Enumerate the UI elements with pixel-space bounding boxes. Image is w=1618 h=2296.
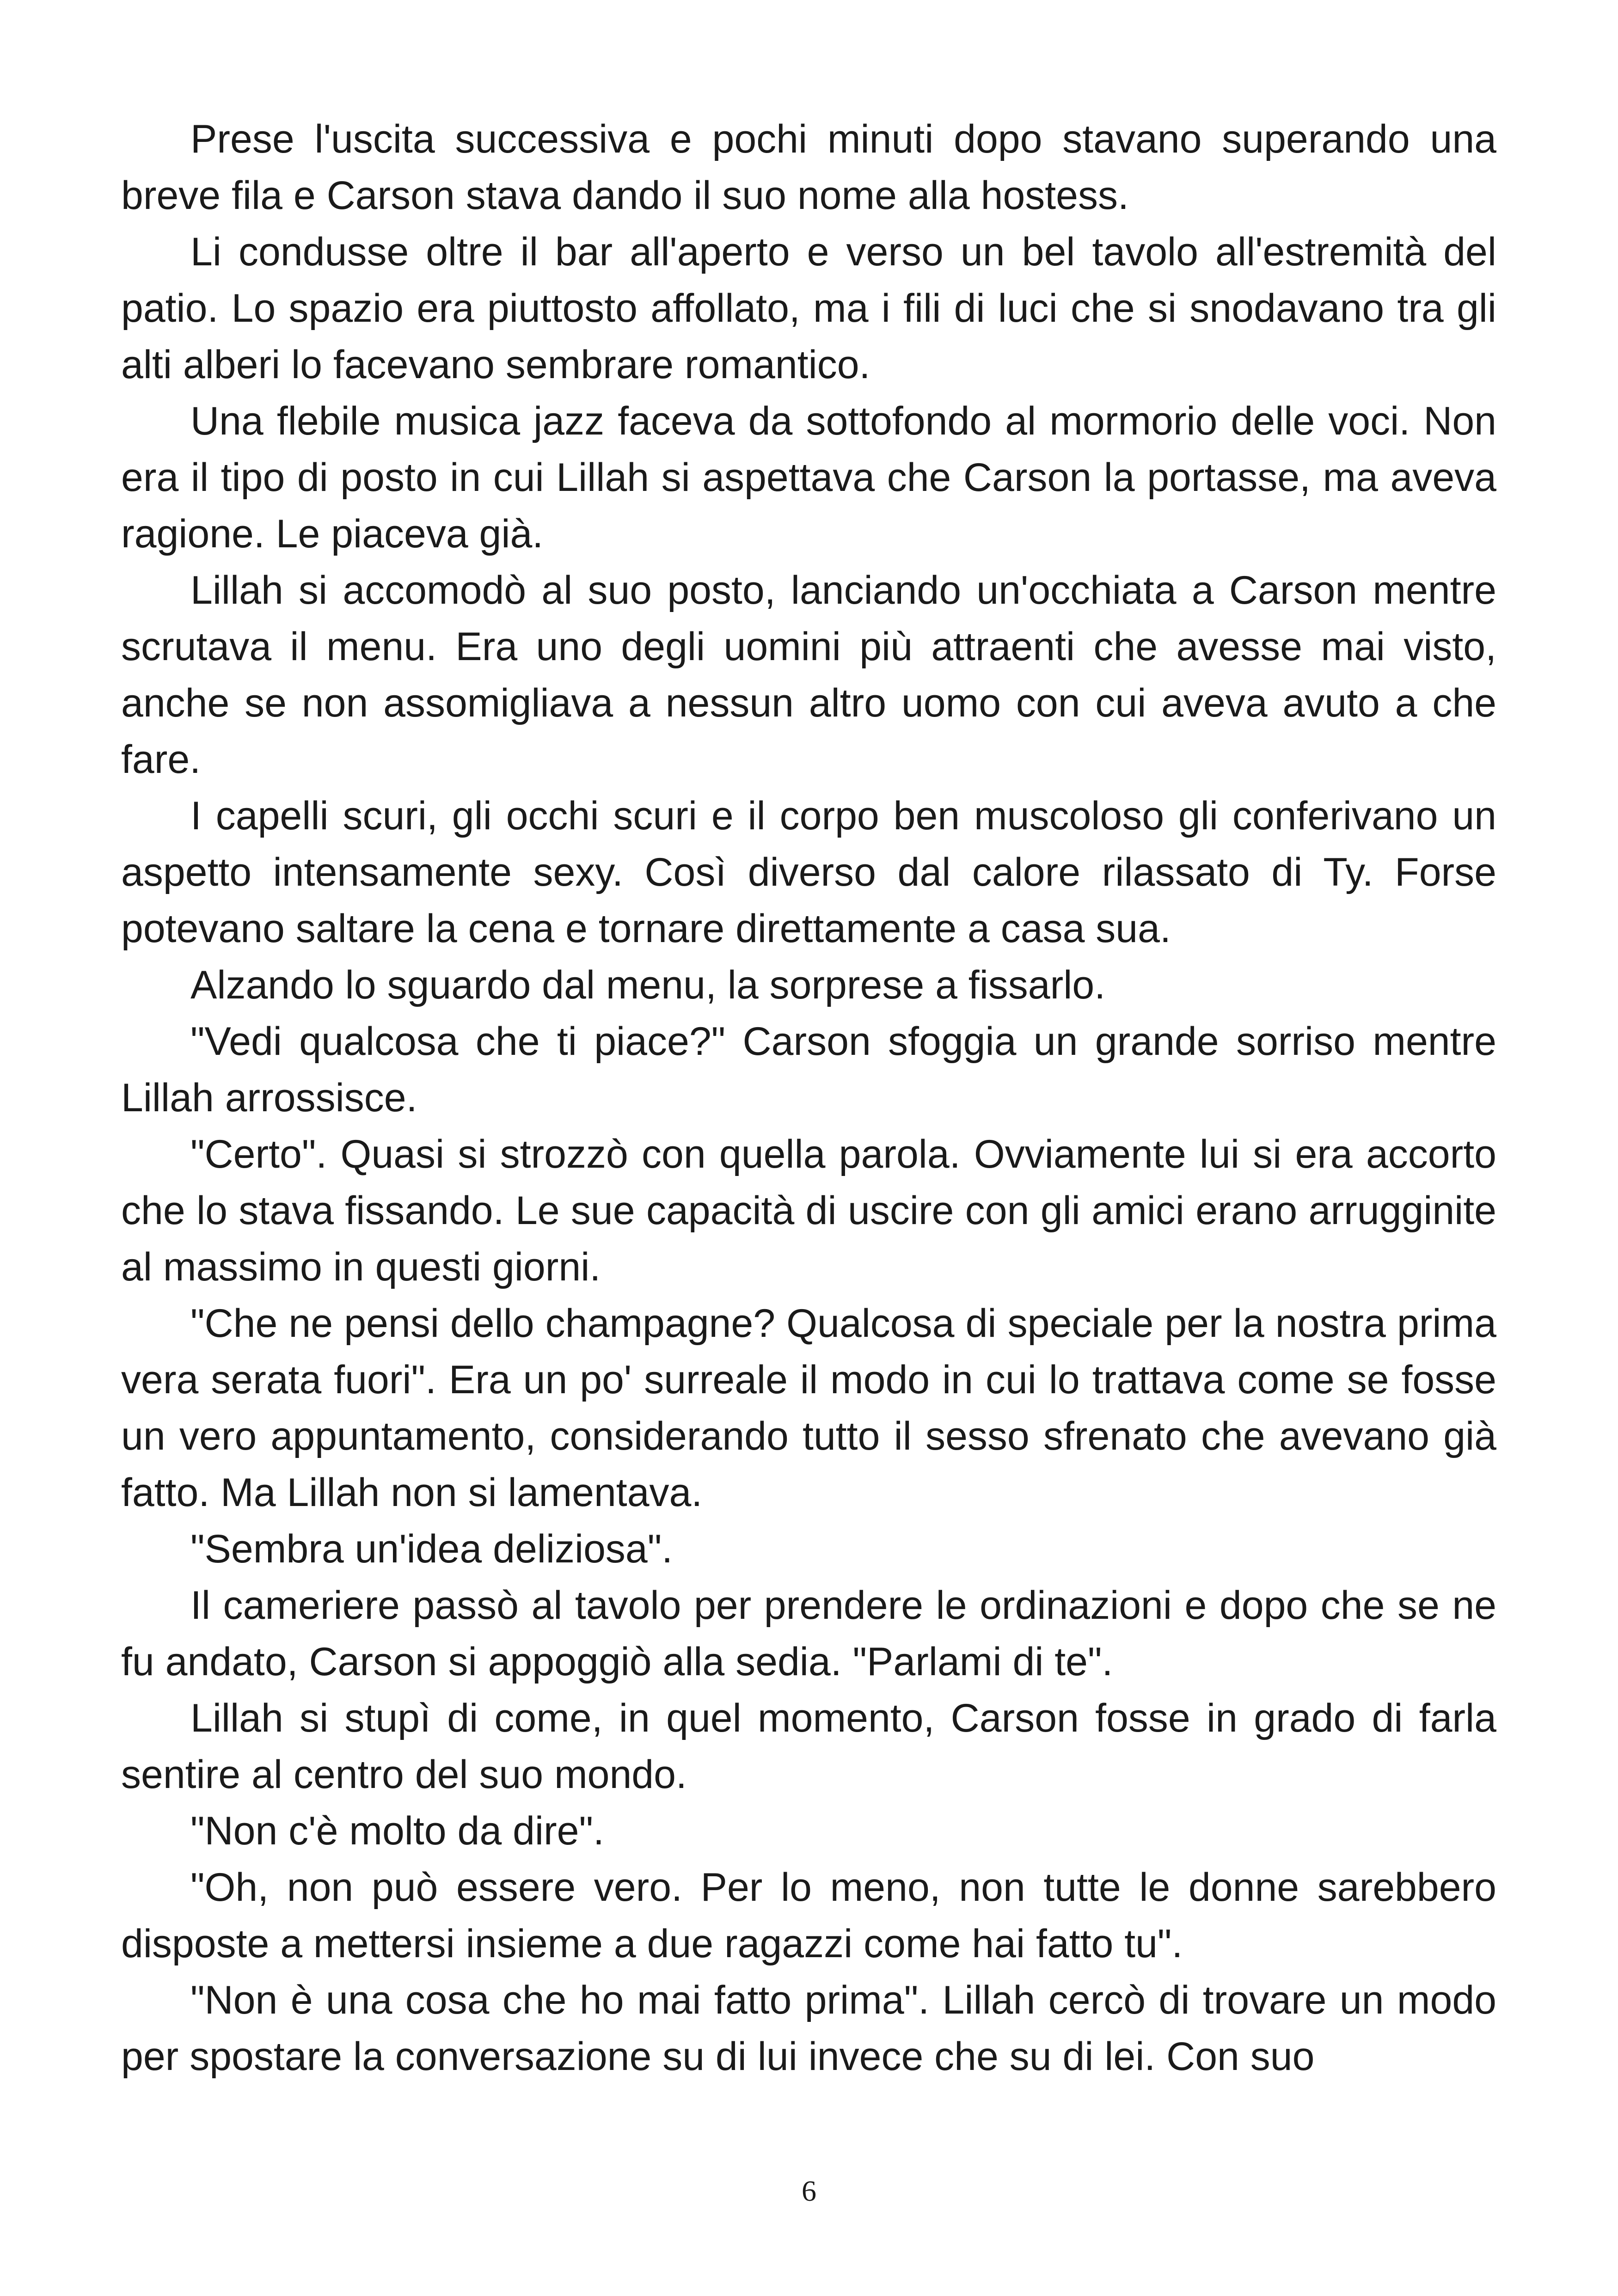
paragraph: "Vedi qualcosa che ti piace?" Carson sfoggia un grande sorriso mentre Lillah arrossisce. (121, 1019, 1496, 1120)
paragraph: "Sembra un'idea deliziosa". (190, 1527, 673, 1571)
paragraph: Li condusse oltre il bar all'aperto e verso un bel tavolo all'estremità del patio. Lo spazio era piuttosto affollato, ma i fili di luci che si snodavano tra gli alti alberi lo facevano sembrare romantico. (121, 230, 1496, 387)
paragraph: I capelli scuri, gli occhi scuri e il corpo ben muscoloso gli conferivano un aspetto intensamente sexy. Così diverso dal calore rilassato di Ty. Forse potevano saltare la cena e tornare direttamente a casa sua. (121, 794, 1496, 951)
paragraph: "Certo". Quasi si strozzò con quella parola. Ovviamente lui si era accorto che lo stava fissando. Le sue capacità di uscire con gli amici erano arrugginite al massimo in questi giorni. (121, 1132, 1496, 1289)
paragraph: Il cameriere passò al tavolo per prendere le ordinazioni e dopo che se ne fu andato, Carson si appoggiò alla sedia. "Parlami di te". (121, 1583, 1496, 1684)
paragraph: Alzando lo sguardo dal menu, la sorprese a fissarlo. (190, 963, 1106, 1007)
paragraph: "Oh, non può essere vero. Per lo meno, non tutte le donne sarebbero disposte a mettersi insieme a due ragazzi come hai fatto tu". (121, 1865, 1496, 1966)
paragraph: Lillah si stupì di come, in quel momento, Carson fosse in grado di farla sentire al centro del suo mondo. (121, 1696, 1496, 1797)
paragraph: "Non c'è molto da dire". (190, 1809, 604, 1853)
paragraph: Lillah si accomodò al suo posto, lanciando un'occhiata a Carson mentre scrutava il menu. Era uno degli uomini più attraenti che avesse mai visto, anche se non assomigliava a nessun altro uomo con cui aveva avuto a che fare. (121, 568, 1496, 782)
paragraph: "Non è una cosa che ho mai fatto prima". Lillah cercò di trovare un modo per spostare la conversazione su di lui invece che su di lei. Con suo (121, 1978, 1496, 2079)
paragraph: "Che ne pensi dello champagne? Qualcosa di speciale per la nostra prima vera serata fuori". Era un po' surreale il modo in cui lo trattava come se fosse un vero appuntamento, considerando tutto il sesso sfrenato che avevano già fatto. Ma Lillah non si lamentava. (121, 1301, 1496, 1515)
paragraph: Prese l'uscita successiva e pochi minuti dopo stavano superando una breve fila e Carson stava dando il suo nome alla hostess. (121, 117, 1496, 218)
page-number: 6 (802, 2174, 816, 2207)
body-text (121, 111, 1496, 2085)
paragraph: Una flebile musica jazz faceva da sottofondo al mormorio delle voci. Non era il tipo di posto in cui Lillah si aspettava che Carson la portasse, ma aveva ragione. Le piaceva già. (121, 399, 1496, 556)
